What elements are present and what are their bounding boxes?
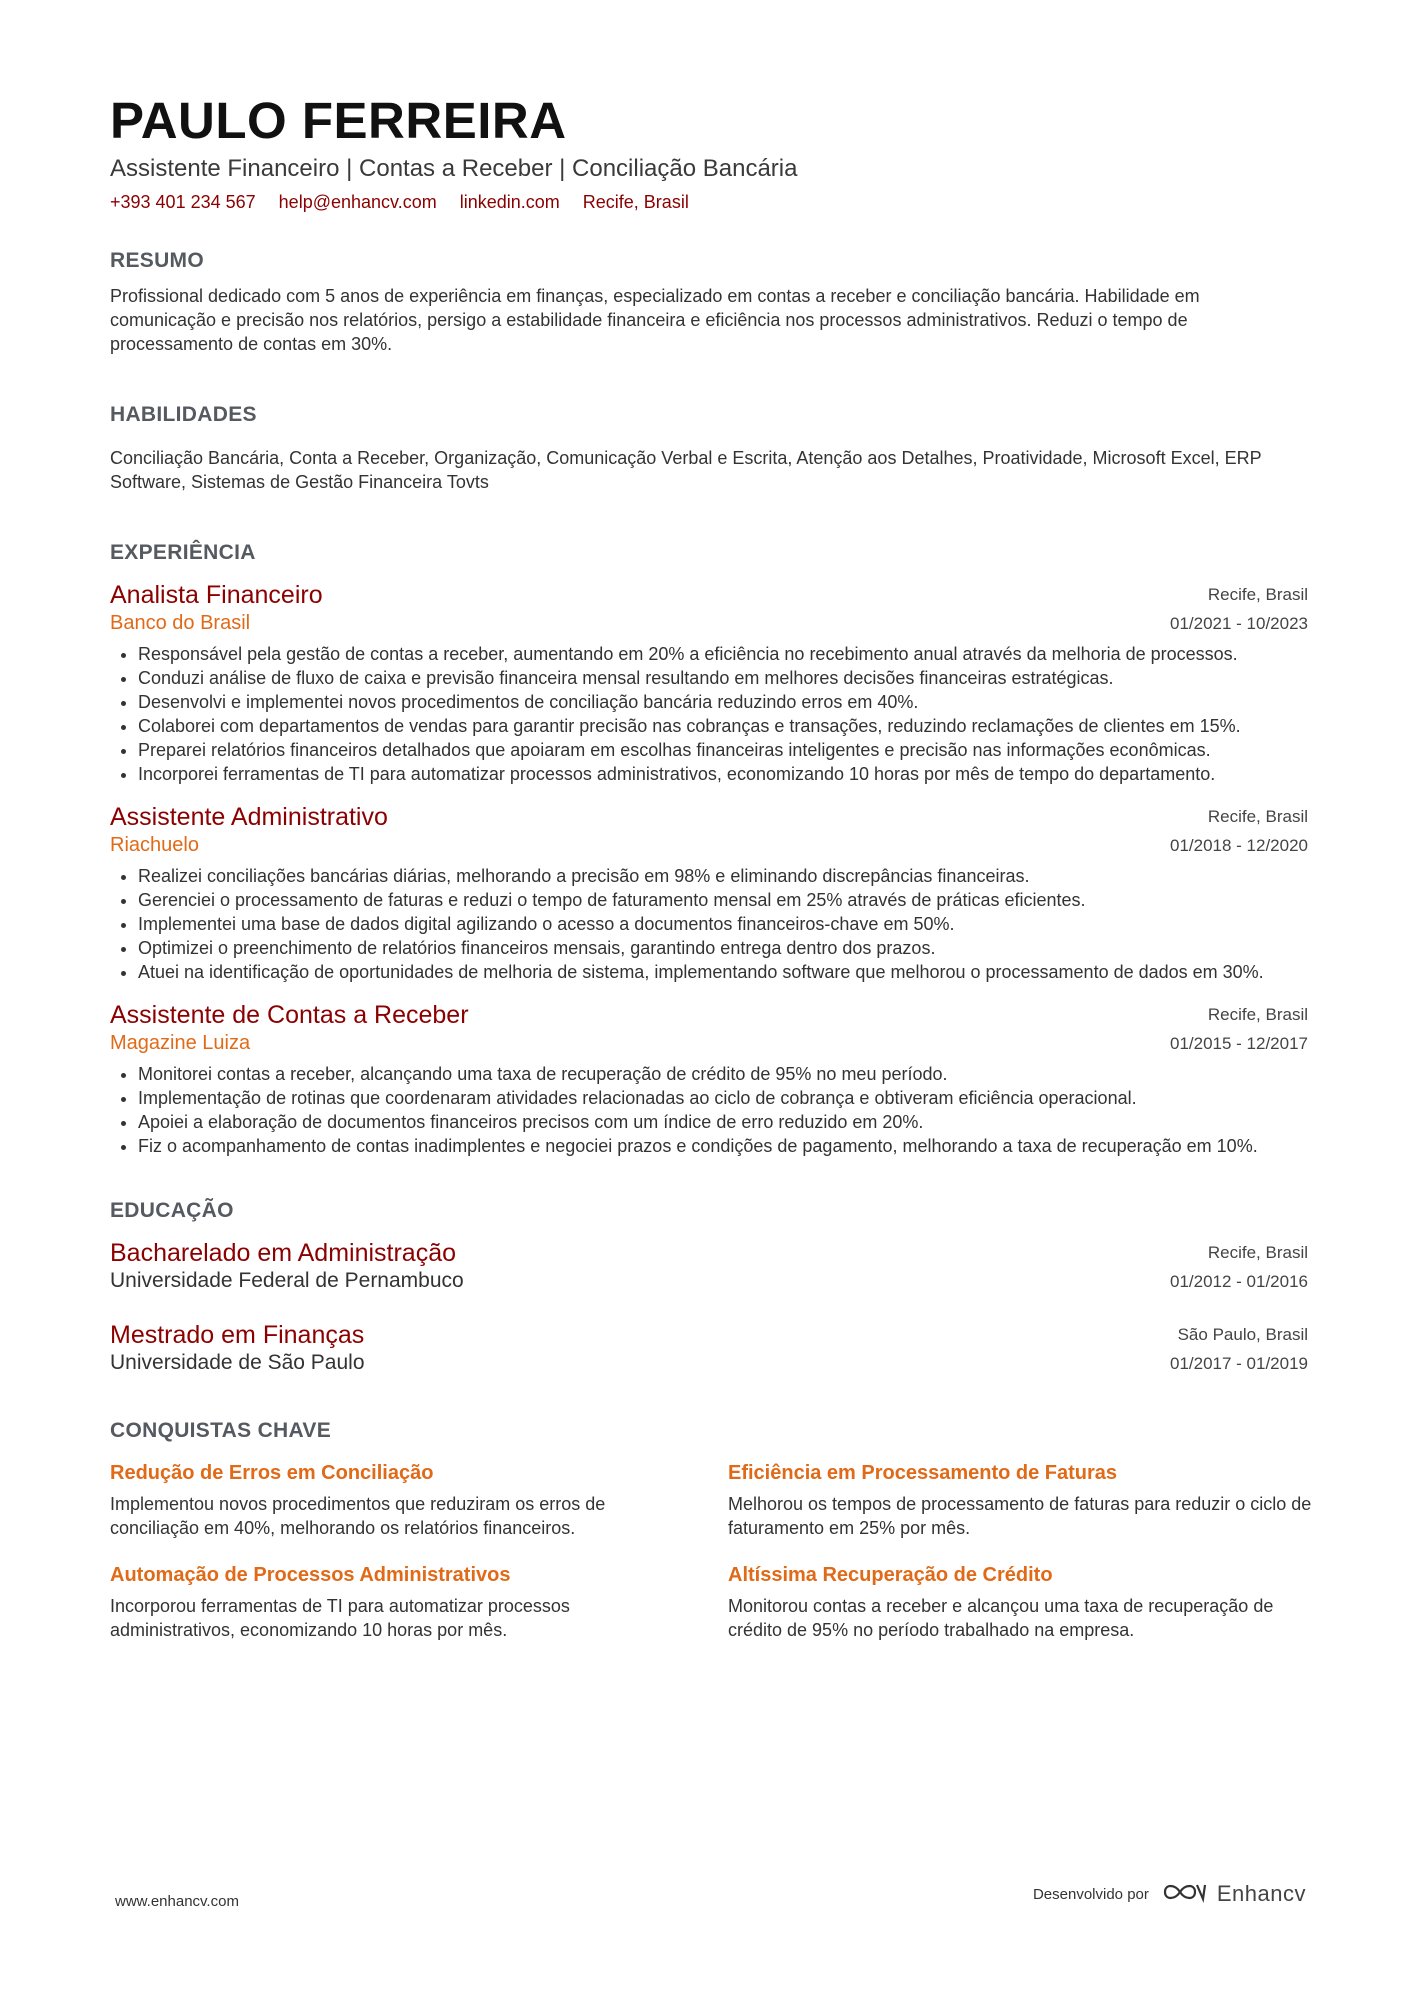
- degree: Mestrado em Finanças: [110, 1321, 365, 1349]
- headline: Assistente Financeiro | Contas a Receber | Conciliação Bancária: [110, 155, 798, 182]
- achievement-title: Automação de Processos Administrativos: [110, 1564, 511, 1586]
- job-location: Recife, Brasil: [1207, 1005, 1308, 1024]
- summary-text: Profissional dedicado com 5 anos de experiência em finanças, especializado em contas a receber e conciliação bancária. Habilidade em comunicação e precisão nos relatórios, persigo a estabilidade financeira e eficiência nos processos administrativos. Reduzi o tempo de processamento de contas em 30%.: [110, 286, 1200, 354]
- achievement-title: Eficiência em Processamento de Faturas: [728, 1462, 1118, 1484]
- achievement-item: [728, 1562, 1316, 1642]
- education-dates: 01/2017 - 01/2019: [1169, 1354, 1308, 1373]
- candidate-name: PAULO FERREIRA: [110, 92, 567, 149]
- list-item: • Optimizei o preenchimento de relatórios financeiros mensais, garantindo entrega dentro dos prazos.: [138, 936, 1308, 960]
- list-item: • Incorporei ferramentas de TI para automatizar processos administrativos, economizando 10 horas por mês de tempo do departamento.: [138, 762, 1308, 786]
- education-entry: [110, 1320, 1308, 1378]
- powered-by-label: Desenvolvido por: [1032, 1885, 1149, 1903]
- list-item: • Desenvolvi e implementei novos procedimentos de conciliação bancária reduzindo erros em 40%.: [138, 690, 1308, 714]
- achievements-grid: [110, 1460, 1312, 1642]
- list-item: • Responsável pela gestão de contas a receber, aumentando em 20% a eficiência no recebimento anual através da melhoria de processos.: [138, 642, 1308, 666]
- achievement-item: [728, 1460, 1316, 1540]
- job-dates: 01/2015 - 12/2017: [1169, 1034, 1308, 1053]
- enhancv-logo-icon: [1161, 1880, 1207, 1908]
- achievement-text: Monitorou contas a receber e alcançou uma taxa de recuperação de crédito de 95% no período trabalhado na empresa.: [728, 1596, 1274, 1640]
- list-item: • Implementei uma base de dados digital agilizando o acesso a documentos financeiros-chave em 50%.: [138, 912, 1308, 936]
- achievement-title: Altíssima Recuperação de Crédito: [728, 1564, 1053, 1586]
- job-dates: 01/2018 - 12/2020: [1169, 836, 1308, 855]
- email[interactable]: help@enhancv.com: [278, 192, 437, 212]
- job-company: Banco do Brasil: [110, 612, 251, 634]
- degree: Bacharelado em Administração: [110, 1239, 457, 1267]
- contact-line: [110, 190, 1308, 214]
- education-location: São Paulo, Brasil: [1177, 1325, 1308, 1344]
- list-item: • Gerenciei o processamento de faturas e reduzi o tempo de faturamento mensal em 25% através de práticas eficientes.: [138, 888, 1308, 912]
- job-role: Assistente de Contas a Receber: [110, 1001, 469, 1029]
- location: Recife, Brasil: [582, 192, 689, 212]
- footer-branding: [1033, 1880, 1306, 1908]
- skills-title: HABILIDADES: [110, 403, 257, 426]
- job-role: Assistente Administrativo: [110, 803, 388, 831]
- education-title: EDUCAÇÃO: [110, 1199, 234, 1222]
- school: Universidade Federal de Pernambuco: [110, 1269, 464, 1292]
- resume-page: [110, 92, 1312, 1642]
- experience-entry: [110, 802, 1308, 984]
- footer-website[interactable]: www.enhancv.com: [115, 1893, 239, 1910]
- achievement-item: [110, 1562, 698, 1642]
- achievements-title: CONQUISTAS CHAVE: [110, 1419, 332, 1442]
- job-role: Analista Financeiro: [110, 581, 323, 609]
- list-item: • Conduzi análise de fluxo de caixa e previsão financeira mensal resultando em melhores decisões financeiras estratégicas.: [138, 666, 1308, 690]
- achievement-text: Incorporou ferramentas de TI para automatizar processos administrativos, economizando 10 horas por mês.: [110, 1596, 570, 1640]
- education-dates: 01/2012 - 01/2016: [1169, 1272, 1308, 1291]
- brand-name: Enhancv: [1216, 1881, 1306, 1906]
- linkedin-link[interactable]: linkedin.com: [459, 192, 560, 212]
- skills-text: Conciliação Bancária, Conta a Receber, Organização, Comunicação Verbal e Escrita, Atenção aos Detalhes, Proatividade, Microsoft Excel, ERP Software, Sistemas de Gestão Financeira Tovts: [110, 448, 1262, 492]
- job-bullets: [110, 1062, 1308, 1158]
- achievement-title: Redução de Erros em Conciliação: [110, 1462, 434, 1484]
- job-location: Recife, Brasil: [1207, 807, 1308, 826]
- school: Universidade de São Paulo: [110, 1351, 365, 1374]
- education-entry: [110, 1238, 1308, 1296]
- list-item: • Preparei relatórios financeiros detalhados que apoiaram em escolhas financeiras inteligentes e precisão nas informações econômicas.: [138, 738, 1308, 762]
- job-bullets: [110, 864, 1308, 984]
- achievement-text: Melhorou os tempos de processamento de faturas para reduzir o ciclo de faturamento em 25% por mês.: [728, 1494, 1312, 1538]
- experience-entry: [110, 580, 1308, 786]
- list-item: • Colaborei com departamentos de vendas para garantir precisão nas cobranças e transações, reduzindo reclamações de clientes em 15%.: [138, 714, 1308, 738]
- experience-entry: [110, 1000, 1308, 1158]
- job-bullets: [110, 642, 1308, 786]
- education-location: Recife, Brasil: [1207, 1243, 1308, 1262]
- job-dates: 01/2021 - 10/2023: [1169, 614, 1308, 633]
- achievement-text: Implementou novos procedimentos que reduziram os erros de conciliação em 40%, melhorando os relatórios financeiros.: [110, 1494, 606, 1538]
- phone[interactable]: +393 401 234 567: [110, 192, 256, 212]
- list-item: • Monitorei contas a receber, alcançando uma taxa de recuperação de crédito de 95% no meu período.: [138, 1062, 1308, 1086]
- job-company: Magazine Luiza: [110, 1032, 251, 1054]
- summary-title: RESUMO: [110, 249, 204, 272]
- achievement-item: [110, 1460, 698, 1540]
- list-item: • Fiz o acompanhamento de contas inadimplentes e negociei prazos e condições de pagamento, melhorando a taxa de recuperação em 10%.: [138, 1134, 1308, 1158]
- experience-title: EXPERIÊNCIA: [110, 541, 256, 564]
- job-company: Riachuelo: [110, 834, 199, 856]
- job-location: Recife, Brasil: [1207, 585, 1308, 604]
- list-item: • Atuei na identificação de oportunidades de melhoria de sistema, implementando software que melhorou o processamento de dados em 30%.: [138, 960, 1308, 984]
- list-item: • Realizei conciliações bancárias diárias, melhorando a precisão em 98% e eliminando discrepâncias financeiras.: [138, 864, 1308, 888]
- list-item: • Implementação de rotinas que coordenaram atividades relacionadas ao ciclo de cobrança e obtiveram eficiência operacional.: [138, 1086, 1308, 1110]
- list-item: • Apoiei a elaboração de documentos financeiros precisos com um índice de erro reduzido em 20%.: [138, 1110, 1308, 1134]
